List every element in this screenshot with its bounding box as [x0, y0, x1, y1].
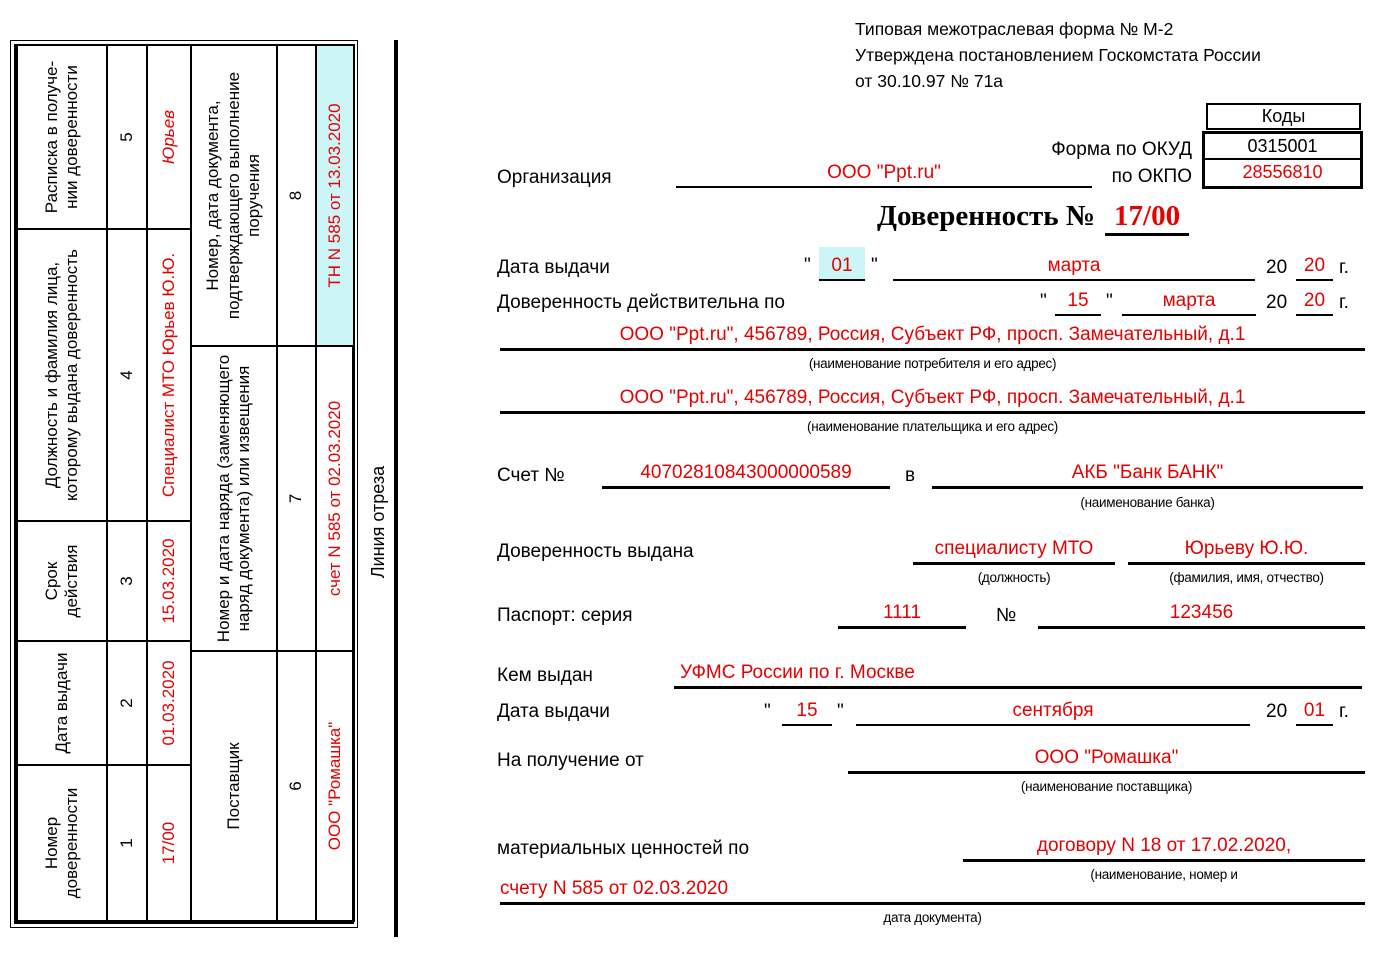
organization-field[interactable]: ООО "Ppt.ru"	[676, 158, 1092, 188]
stub-header-confirm-doc: Номер, дата документа, подтверждающего выполнение поручения	[192, 45, 277, 346]
issue-date-year-field[interactable]: 20	[1296, 251, 1333, 281]
passport-date-century: 20	[1266, 701, 1288, 722]
document-title	[877, 200, 1189, 236]
issue-date-century: 20	[1266, 257, 1288, 278]
payer-field[interactable]: ООО "Ppt.ru", 456789, Россия, Субъект РФ, просп. Замечательный, д.1	[500, 383, 1365, 414]
stub-value-confirm-doc[interactable]: ТН N 585 от 13.03.2020	[316, 45, 354, 346]
document-title-text: Доверенность №	[877, 200, 1096, 232]
stub-colnum-3: 3	[107, 521, 147, 641]
passport-number-field[interactable]: 123456	[1038, 599, 1365, 629]
valid-until-year-field[interactable]: 20	[1296, 286, 1333, 316]
close-quote: "	[871, 255, 878, 276]
account-label: Счет №	[497, 465, 565, 486]
position-caption: (должность)	[977, 570, 1051, 585]
cut-line	[394, 40, 398, 937]
passport-label: Паспорт: серия	[497, 605, 633, 626]
header-line-2: Утверждена постановлением Госкомстата России	[855, 45, 1261, 65]
bank-caption: (наименование банка)	[1080, 495, 1215, 510]
invoice-caption: дата документа)	[883, 910, 982, 925]
passport-date-year-field[interactable]: 01	[1296, 696, 1333, 726]
issued-to-name-field[interactable]: Юрьеву Ю.Ю.	[1128, 535, 1365, 565]
issued-to-position-field[interactable]: специалисту МТО	[913, 535, 1115, 565]
bank-name-field[interactable]: АКБ "Банк БАНК"	[932, 459, 1363, 489]
stub-table-cols-6-8	[192, 44, 355, 922]
header-line-3: от 30.10.97 № 71а	[855, 71, 1004, 91]
stub-value-valid-term[interactable]: 15.03.2020	[147, 521, 191, 641]
issue-date-month-field[interactable]: марта	[893, 251, 1255, 281]
document-number-field[interactable]: 17/00	[1105, 201, 1189, 236]
stub-colnum-7: 7	[277, 346, 316, 651]
okud-code[interactable]: 0315001	[1205, 134, 1360, 160]
consumer-field[interactable]: ООО "Ppt.ru", 456789, Россия, Субъект РФ, просп. Замечательный, д.1	[500, 320, 1365, 351]
issue-date-day-field[interactable]: 01	[819, 247, 865, 281]
close-quote: "	[837, 701, 844, 722]
open-quote: "	[804, 255, 811, 276]
stub-value-position-name[interactable]: Специалист МТО Юрьев Ю.Ю.	[147, 229, 191, 521]
supplier-field[interactable]: ООО "Ромашка"	[848, 744, 1365, 774]
stub-table-cols-1-5	[16, 44, 192, 922]
passport-no-label: №	[996, 605, 1017, 626]
organization-label: Организация	[497, 167, 612, 188]
stub-header-supplier: Поставщик	[192, 651, 277, 921]
stub-colnum-6: 6	[277, 651, 316, 921]
stub-colnum-4: 4	[107, 229, 147, 521]
receive-from-label: На получение от	[497, 750, 644, 771]
valid-until-label: Доверенность действительна по	[497, 292, 785, 313]
codes-box-title: Коды	[1206, 103, 1361, 130]
form-approval-header	[855, 16, 1261, 94]
stub-header-order: Номер и дата наряда (заменяющего наряд документа) или извещения	[192, 346, 277, 651]
header-line-1: Типовая межотраслевая форма № М-2	[855, 19, 1174, 39]
stub-colnum-8: 8	[277, 45, 316, 346]
contract-caption: (наименование, номер и	[1090, 867, 1238, 882]
stub-header-receipt: Расписка в получе- нии доверенности	[17, 45, 107, 229]
valid-until-month-field[interactable]: марта	[1122, 286, 1256, 316]
okpo-label: по ОКПО	[1111, 166, 1192, 187]
issue-date-label: Дата выдачи	[497, 257, 610, 278]
passport-date-year-suffix: г.	[1339, 701, 1349, 722]
stub-value-order[interactable]: счет N 585 от 02.03.2020	[316, 346, 354, 651]
stub-header-number: Номер доверенности	[17, 765, 107, 921]
passport-date-label: Дата выдачи	[497, 701, 610, 722]
stub-value-issue-date[interactable]: 01.03.2020	[147, 641, 191, 765]
materials-label: материальных ценностей по	[497, 838, 750, 859]
stub-value-supplier[interactable]: ООО "Ромашка"	[316, 651, 354, 921]
stub-colnum-2: 2	[107, 641, 147, 765]
codes-box	[1202, 131, 1363, 189]
invoice-field[interactable]: счету N 585 от 02.03.2020	[500, 875, 1365, 905]
account-number-field[interactable]: 40702810843000000589	[602, 459, 890, 489]
tear-off-stub-table	[10, 40, 358, 928]
account-in-label: в	[905, 465, 916, 486]
contract-field[interactable]: договору N 18 от 17.02.2020,	[963, 832, 1365, 862]
close-quote: "	[1106, 291, 1113, 312]
okpo-code[interactable]: 28556810	[1242, 162, 1323, 182]
consumer-caption: (наименование потребителя и его адрес)	[808, 356, 1057, 371]
stub-header-position-name: Должность и фамилия лица, которому выдана доверенность	[17, 229, 107, 521]
issued-to-label: Доверенность выдана	[497, 541, 694, 562]
supplier-caption: (наименование поставщика)	[1020, 779, 1193, 794]
stub-header-valid-term: Срок действия	[17, 521, 107, 641]
passport-series-field[interactable]: 1111	[838, 599, 966, 629]
stub-colnum-1: 1	[107, 765, 147, 921]
passport-date-month-field[interactable]: сентября	[856, 696, 1250, 726]
issued-by-label: Кем выдан	[497, 665, 593, 686]
stub-header-issue-date: Дата выдачи	[17, 641, 107, 765]
valid-until-century: 20	[1266, 292, 1288, 313]
passport-date-day-field[interactable]: 15	[782, 696, 832, 726]
stub-colnum-5: 5	[107, 45, 147, 229]
stub-value-number[interactable]: 17/00	[147, 765, 191, 921]
tear-off-inner-border	[14, 44, 354, 924]
payer-caption: (наименование плательщика и его адрес)	[807, 419, 1058, 434]
issue-date-year-suffix: г.	[1339, 257, 1349, 278]
valid-until-year-suffix: г.	[1339, 292, 1349, 313]
cut-line-label: Линия отреза	[368, 465, 388, 579]
stub-value-signature[interactable]: Юрьев	[147, 45, 191, 229]
name-caption: (фамилия, имя, отчество)	[1169, 570, 1324, 585]
open-quote: "	[1040, 291, 1047, 312]
okud-label: Форма по ОКУД	[1051, 139, 1192, 160]
valid-until-day-field[interactable]: 15	[1055, 286, 1101, 316]
open-quote: "	[764, 701, 771, 722]
issued-by-field[interactable]: УФМС России по г. Москве	[674, 659, 1362, 689]
